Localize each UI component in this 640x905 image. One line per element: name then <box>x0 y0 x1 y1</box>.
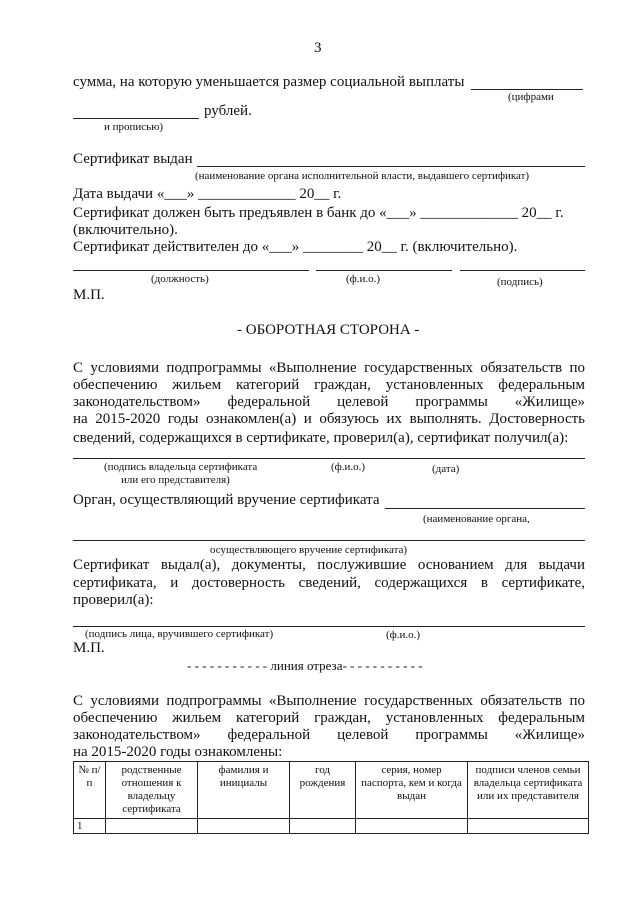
owner-name-hint: (ф.и.о.) <box>331 461 366 473</box>
reduce-words-line <box>73 118 199 119</box>
para3-line1: С условиями подпрограммы «Выполнение государственных обязательств по <box>73 693 585 709</box>
para1-line3: законодательством» федеральной целевой программы «Жилище» <box>73 394 585 410</box>
issuer-sign-hint: (подпись лица, вручившего сертификат) <box>85 628 274 640</box>
col-number: № п/п <box>74 762 106 819</box>
reduce-words-hint: и прописью) <box>104 121 164 133</box>
table-row <box>74 819 589 834</box>
owner-rep-hint: или его представителя) <box>121 474 230 486</box>
issuer-signature-line <box>73 626 585 627</box>
name-line <box>316 270 452 271</box>
signature-hint: (подпись) <box>497 276 543 288</box>
position-line <box>73 270 309 271</box>
reduce-digits-line <box>471 89 583 90</box>
reverse-side-title: - ОБОРОТНАЯ СТОРОНА - <box>237 322 420 338</box>
family-members-table <box>73 761 589 834</box>
bank-deadline-inclusive: (включительно). <box>73 222 178 238</box>
organ-label: Орган, осуществляющий вручение сертификата <box>73 492 380 508</box>
para1-line1: С условиями подпрограммы «Выполнение государственных обязательств по <box>73 360 585 376</box>
para2-line1: Сертификат выдал(а), документы, послужившие основанием для выдачи <box>73 557 585 573</box>
page-number: 3 <box>314 40 322 56</box>
para1-line4: на 2015-2020 годы ознакомлен(а) и обязуюсь их выполнять. Достоверность <box>73 411 585 427</box>
reduce-digits-hint: (цифрами <box>508 91 554 103</box>
reduce-amount-label: сумма, на которую уменьшается размер социальной выплаты <box>73 74 465 90</box>
owner-signature-line <box>73 458 585 459</box>
para3-line2: обеспечению жильем категорий граждан, установленных федеральным <box>73 710 585 726</box>
col-birth-year: год рождения <box>290 762 356 819</box>
table-cell <box>106 819 198 834</box>
issued-by-line <box>197 166 585 167</box>
table-cell <box>356 819 468 834</box>
bank-deadline: Сертификат должен быть предъявлен в банк до «___» _____________ 20__ г. <box>73 205 564 221</box>
rubles-label: рублей. <box>204 103 252 119</box>
col-relation: родственные отношения к владельцу сертификата <box>106 762 198 819</box>
stamp-label: М.П. <box>73 287 105 303</box>
para2-line3: проверил(а): <box>73 592 154 608</box>
table-cell <box>198 819 290 834</box>
issued-by-hint: (наименование органа исполнительной власти, выдавшего сертификат) <box>195 170 530 182</box>
cut-line: - - - - - - - - - - - линия отреза- - - - - - - - - - - <box>187 658 423 673</box>
valid-until: Сертификат действителен до «___» ________ 20__ г. (включительно). <box>73 239 518 255</box>
para3-line3: законодательством» федеральной целевой программы «Жилище» <box>73 727 585 743</box>
owner-date-hint: (дата) <box>432 463 460 475</box>
table-cell: 1 <box>74 819 106 834</box>
para1-line2: обеспечению жильем категорий граждан, установленных федеральным <box>73 377 585 393</box>
table-cell <box>290 819 356 834</box>
signature-line <box>460 270 585 271</box>
owner-sign-hint: (подпись владельца сертификата <box>104 461 258 473</box>
para3-line4: на 2015-2020 годы ознакомлены: <box>73 744 283 760</box>
col-signatures: подписи членов семьи владельца сертификата или их представителя <box>468 762 589 819</box>
organ-hint1: (наименование органа, <box>423 513 530 525</box>
issued-by-label: Сертификат выдан <box>73 151 193 167</box>
issue-date: Дата выдачи «___» _____________ 20__ г. <box>73 186 342 202</box>
name-hint: (ф.и.о.) <box>346 273 381 285</box>
col-passport: серия, номер паспорта, кем и когда выдан <box>356 762 468 819</box>
organ-line2 <box>73 540 585 541</box>
para1-line5: сведений, содержащихся в сертификате, проверил(а), сертификат получил(а): <box>73 430 569 446</box>
issuer-stamp-label: М.П. <box>73 640 105 656</box>
para2-line2: сертификата, и достоверность сведений, содержащихся в сертификате, <box>73 575 585 591</box>
table-header-row <box>74 762 589 819</box>
table-cell <box>468 819 589 834</box>
issuer-name-hint: (ф.и.о.) <box>386 629 421 641</box>
col-fullname: фамилия и инициалы <box>198 762 290 819</box>
position-hint: (должность) <box>151 273 209 285</box>
organ-hint2: осуществляющего вручение сертификата) <box>210 544 408 556</box>
organ-line <box>385 508 585 509</box>
